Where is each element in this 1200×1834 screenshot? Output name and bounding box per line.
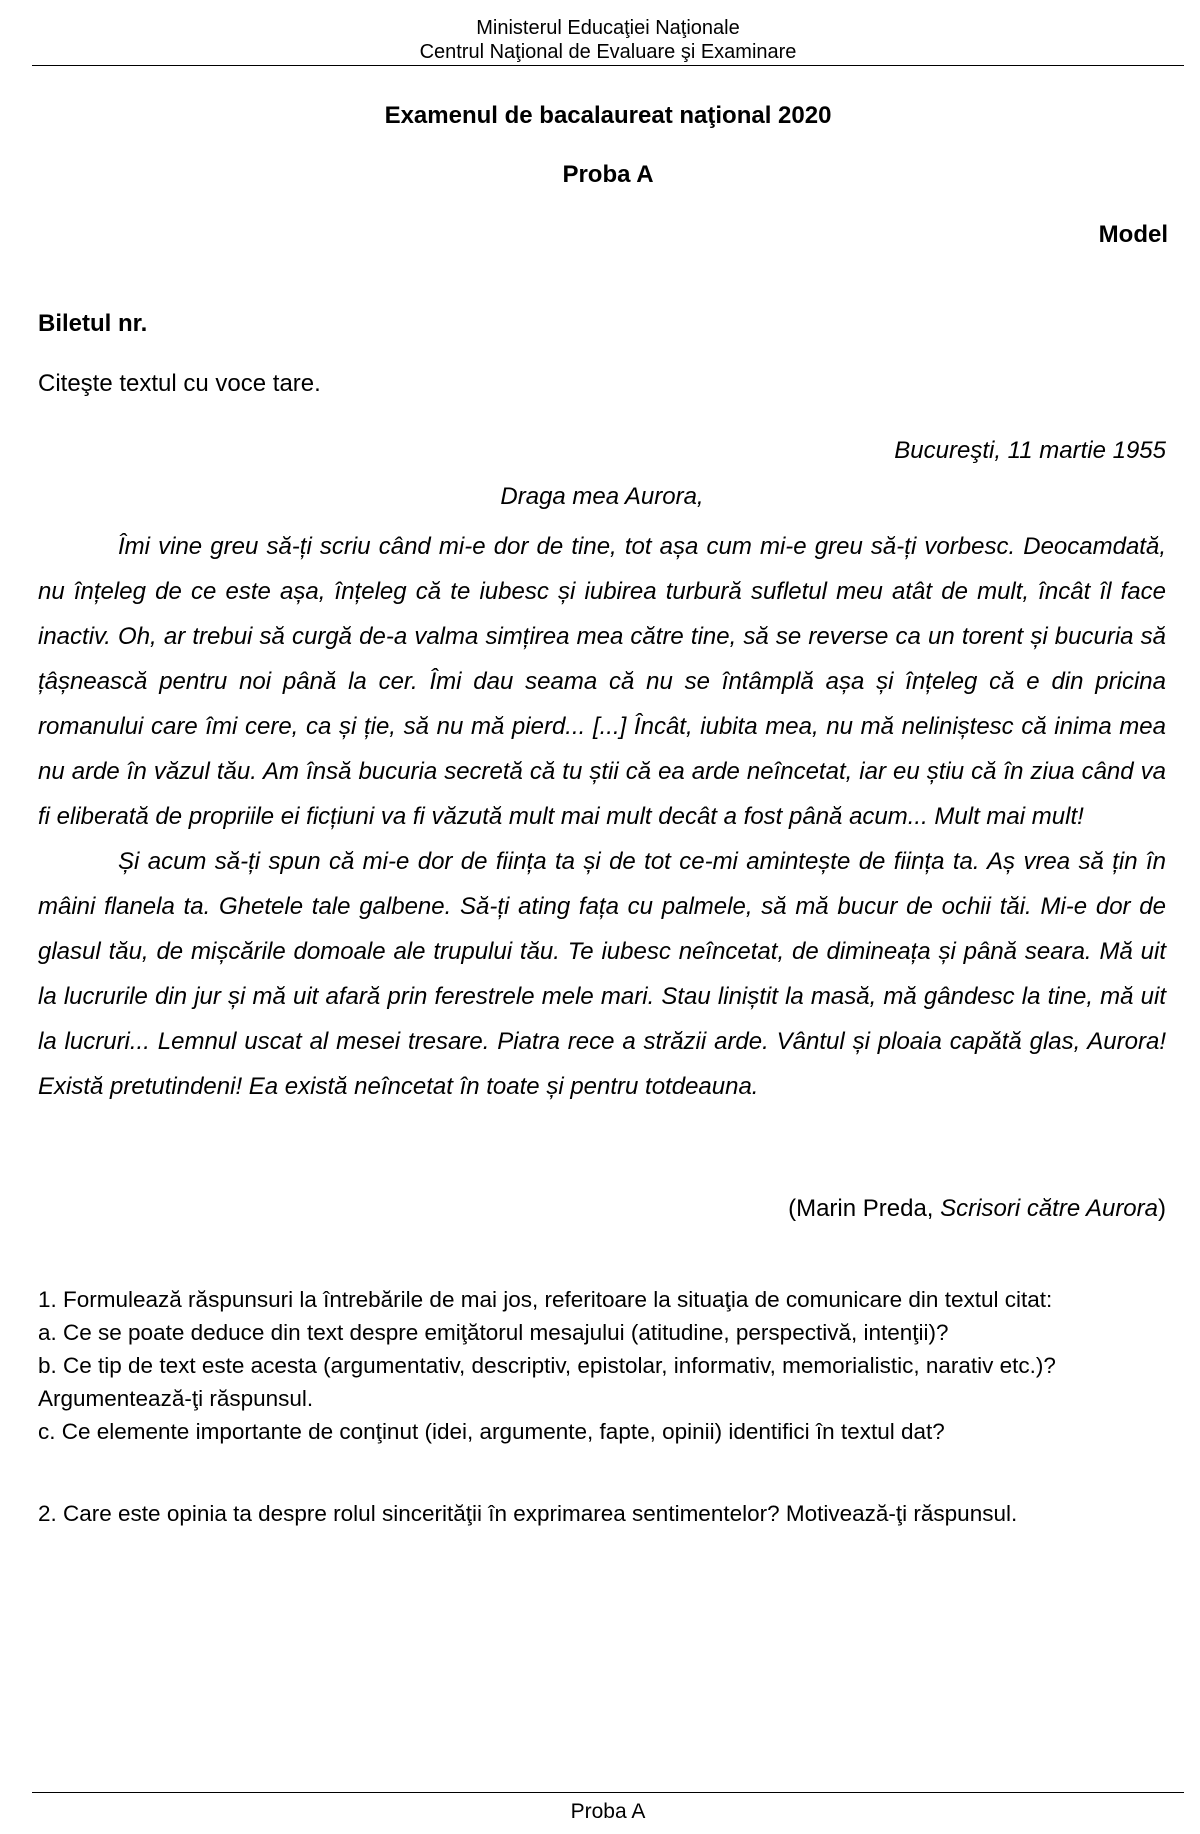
instruction-text: Citeşte textul cu voce tare. xyxy=(38,370,321,397)
question-1-a: a. Ce se poate deduce din text despre emiţătorul mesajului (atitudine, perspectivă, intenţii)? xyxy=(38,1320,949,1345)
question-1 xyxy=(38,1283,1166,1448)
source-close: ) xyxy=(1158,1195,1166,1222)
question-1-intro: 1. Formulează răspunsuri la întrebările de mai jos, referitoare la situaţia de comunicare din textul citat: xyxy=(38,1287,1053,1312)
ticket-label: Biletul nr. xyxy=(38,310,148,337)
center-name: Centrul Naţional de Evaluare şi Examinare xyxy=(419,41,797,63)
letter-date: Bucureşti, 11 martie 1955 xyxy=(894,437,1166,464)
ministry-name: Ministerul Educaţiei Naţionale xyxy=(476,17,740,39)
exam-title: Examenul de bacalaureat naţional 2020 xyxy=(384,102,832,129)
question-2: 2. Care este opinia ta despre rolul sincerităţii în exprimarea sentimentelor? Motivează-ţi răspunsul. xyxy=(38,1501,1018,1526)
exam-subtitle: Proba A xyxy=(562,161,654,188)
page-footer: Proba A xyxy=(570,1800,646,1823)
letter-paragraph: Și acum să-ți spun că mi-e dor de ființa ta și de tot ce-mi amintește de ființa ta. Aș vrea să țin în mâini flanela ta. Ghetele tale galbene. Să-ți ating fața cu palmele, să mă bucur de ochii tăi. Mi-e dor de glasul tău, de mișcările domoale ale trupului tău. Te iubesc neîncetat, de dimineața și până seara. Mă uit la lucrurile din jur și mă uit afară prin ferestrele mele mari. Stau liniștit la masă, mă gândesc la tine, mă uit la lucruri... Lemnul uscat al mesei tresare. Piatra rece a străzii arde. Vântul și ploaia capătă glas, Aurora! Există pretutindeni! Ea există neîncetat în toate și pentru totdeauna. xyxy=(38,848,1166,1100)
letter-paragraph: Îmi vine greu să-ți scriu când mi-e dor de tine, tot așa cum mi-e greu să-ți vorbesc. Deocamdată, nu înțeleg de ce este așa, înțeleg că te iubesc și iubirea turbură sufletul meu atât de mult, încât îl face inactiv. Oh, ar trebui să curgă de-a valma simțirea mea către tine, să se reverse ca un torent și bucuria să țâșnească pentru noi până la cer. Îmi dau seama că nu se întâmplă așa și înțeleg că e din pricina romanului care îmi cere, ca și ție, să nu mă pierd... [...] Încât, iubita mea, nu mă neliniștesc că inima mea nu arde în văzul tău. Am însă bucuria secretă că tu știi că ea arde neîncetat, iar eu știu că în ziua când va fi eliberată de propriile ei ficțiuni va fi văzută mult mai mult decât a fost până acum... Mult mai mult! xyxy=(38,533,1166,830)
header-divider xyxy=(32,65,1184,66)
page-header xyxy=(32,16,1184,64)
variant-label: Model xyxy=(1098,221,1168,248)
footer-divider xyxy=(32,1792,1184,1793)
letter-body xyxy=(38,524,1166,1109)
letter-salutation: Draga mea Aurora, xyxy=(500,483,704,510)
question-1-b: b. Ce tip de text este acesta (argumentativ, descriptiv, epistolar, informativ, memorialistic, narativ etc.)? Argumentează-ţi răspunsul. xyxy=(38,1353,1056,1411)
question-1-c: c. Ce elemente importante de conţinut (idei, argumente, fapte, opinii) identifici în textul dat? xyxy=(38,1419,945,1444)
text-source xyxy=(788,1194,1166,1224)
source-open: (Marin Preda, xyxy=(788,1195,941,1222)
source-work-title: Scrisori către Aurora xyxy=(940,1195,1158,1222)
